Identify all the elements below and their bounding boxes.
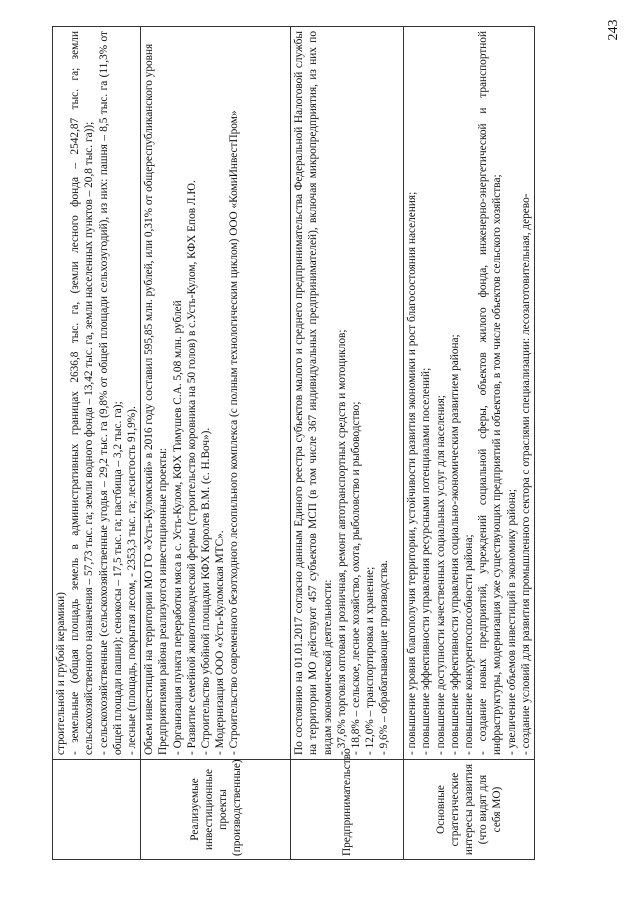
list-item: - увеличение объемов инвестиций в экономику района;	[505, 489, 518, 755]
list-item: - Строительство убойной площадки КФХ Королев В.М. (с. Н.Воч»).	[200, 427, 213, 755]
list-item: - 12,0% – транспортировка и хранение;	[364, 566, 377, 755]
row-label	[53, 760, 141, 860]
list-item: - повышение эффективности управления ресурсными потенциалами поселений;	[420, 367, 433, 755]
table-row-strategic-interests	[404, 27, 535, 860]
list-item: - Модернизация ООО «Усть-Куломская МТС».	[214, 530, 227, 755]
list-item: - повышение конкурентоспособности района;	[463, 534, 476, 755]
list-item: Объем инвестиций на территории МО ГО «Усть-Куломский» в 2016 году составил 595,85 млн. рублей, или 0,31% от общереспубликанского уровня	[143, 43, 156, 755]
list-item: - Организация пункта переработки мяса в с. Усть-Кулом, КФХ Тимушев С.А. 5,08 млн. рублей	[171, 300, 184, 755]
list-item: По состоянию на 01.01.2017 согласно данным Единого реестра субъектов малого и среднего предпринимательства Федеральной Налоговой службы на территории МО действуют 457 субъектов МСП (в том числе 367 индивидуальных предпринимателей), включая микропредприятия, из них по видам экономической деятельности:	[293, 31, 334, 755]
list-item: - лесные (площадь, покрытая лесом, - 2353,3 тыс. га; лесистость 91,9%).	[126, 406, 139, 755]
list-item: - 9,6% – обрабатывающие производства.	[378, 560, 391, 755]
list-item: - 37,6% торговля оптовая и розничная, ремонт автотранспортных средств и мотоциклов;	[335, 329, 348, 755]
list-item: - 18,8% – сельское, лесное хозяйство, охота, рыболовство и рыбоводство;	[350, 401, 363, 755]
row-content	[404, 27, 535, 760]
list-item: - повышение доступности качественных социальных услуг для населения;	[434, 395, 447, 755]
table-row-entrepreneurship	[291, 27, 404, 860]
row-content	[291, 27, 404, 760]
row-label: Основные стратегические интересы развития (что видят для себя МО)	[404, 760, 535, 860]
list-item: - повышение уровня благополучия территории, устойчивости развития экономики и рост благосостояния населения;	[406, 191, 419, 755]
list-item: Предприятиями района реализуются инвестиционные проекты:	[157, 447, 170, 755]
list-item: - создание условий для развития промышленного сектора с отраслями специализации: лесозаготовительная, дерево-	[519, 193, 532, 755]
list-item: строительной и грубой керамики)	[55, 592, 67, 755]
table-row-investment	[141, 27, 291, 860]
list-item: - Развитие семейной животноводческой фермы (строительство коровника на 50 голов) в с.Усть-Кулом, КФХ Епов Л.Ю.	[185, 180, 198, 755]
list-item: - повышение эффективности управления социально-экономическим развитием района;	[448, 334, 461, 755]
list-item: - создание новых предприятий, учреждений социальной сферы, объектов жилого фонда, инженерно-энергетической и транспортной инфраструктуры, модернизация уже существующих предприятий и объектов, в том числе объектов сельского хозяйства;	[477, 31, 504, 755]
rotated-page-content	[52, 26, 592, 860]
info-table	[52, 26, 535, 860]
row-content	[53, 27, 141, 760]
row-label: Реализуемые инвестиционные проекты (производственные)	[141, 760, 291, 860]
row-content	[141, 27, 291, 760]
table-row-resources	[53, 27, 141, 860]
list-item: - Строительство современного безотходного лесопильного комплекса (с полным технологическим циклом) ООО «КомиИнвестПром»	[228, 110, 241, 755]
list-item: - земельные (общая площадь земель в административных границах 2636,8 тыс. га, (земли лесного фонда – 2542,87 тыс. га; земли сельскохозяйственного назначения – 57,73 тыс. га; земли водного фонда – 13,42 тыс. га, земли населенных пунктов – 20,8 тыс. га));	[69, 31, 96, 755]
list-item: - сельскохозяйственные (сельскохозяйственные угодья – 29,2 тыс. га (9,8% от общей площади сельхозугодий), из них: пашня – 8,5 тыс. га (11,3% от общей площади пашни); сенокосы – 17,5 тыс. га; пастбища – 3,2 тыс. га);	[97, 31, 124, 755]
page-number: 243	[606, 19, 621, 41]
row-label: Предпринимательство	[291, 760, 404, 860]
